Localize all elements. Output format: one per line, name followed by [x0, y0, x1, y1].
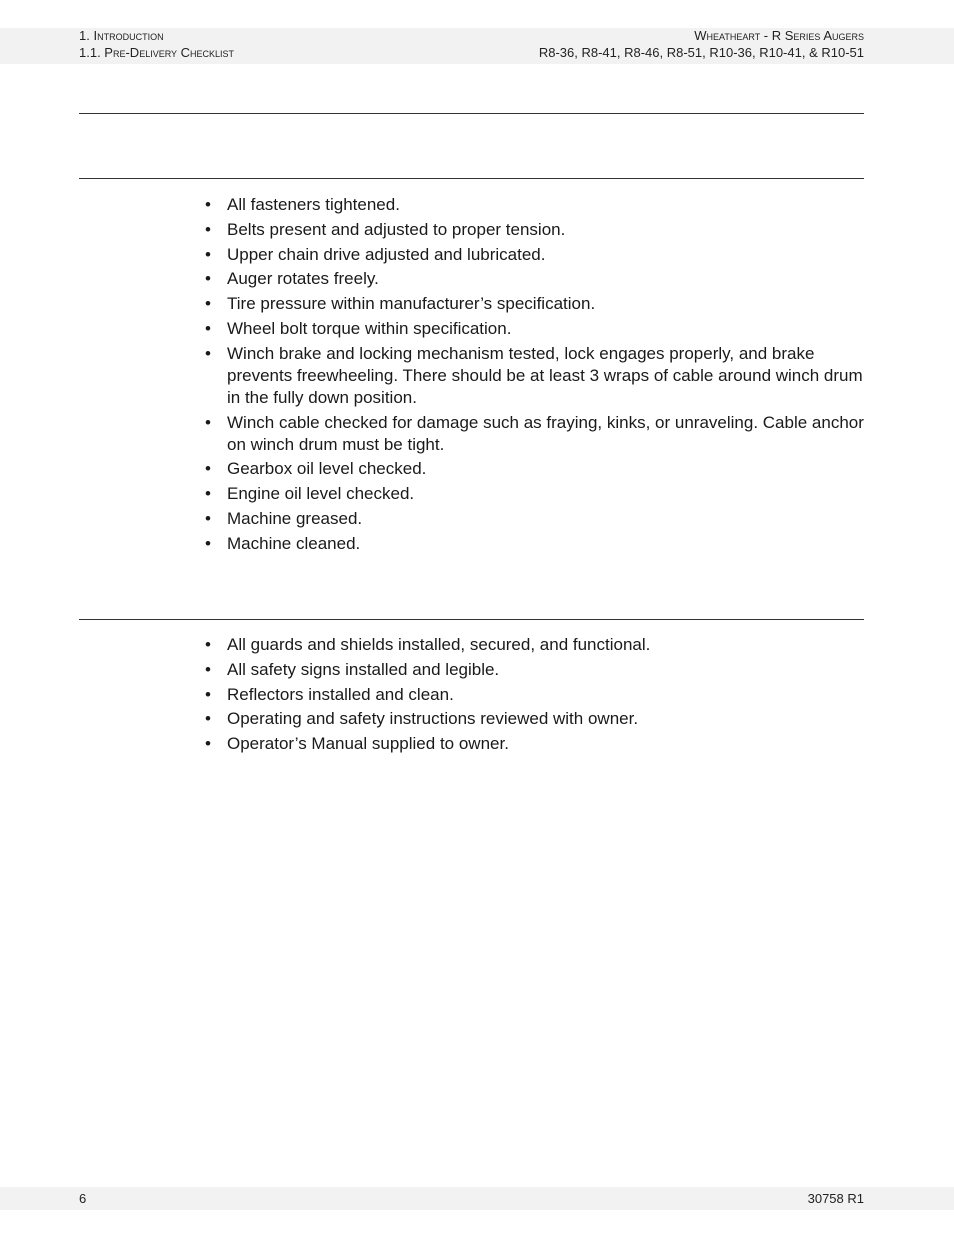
bullet-icon: • [205, 318, 211, 338]
checklist-item-text: All guards and shields installed, secured, and functional. [227, 635, 651, 654]
checklist-item [204, 219, 864, 241]
checklist-item [204, 268, 864, 290]
checklist-item-text: Winch brake and locking mechanism tested, lock engages properly, and brake prevents freewheeling. There should be at least 3 wraps of cable around winch drum in the fully down position. [227, 343, 863, 407]
bullet-icon: • [205, 459, 211, 479]
checklist-item [204, 659, 864, 681]
divider-rule [79, 178, 864, 179]
bullet-icon: • [205, 734, 211, 754]
bullet-icon: • [205, 635, 211, 654]
checklist-item [204, 244, 864, 266]
bullet-icon: • [205, 244, 211, 264]
checklist-item [204, 458, 864, 480]
checklist-mechanical [204, 194, 864, 558]
checklist-item [204, 508, 864, 530]
checklist-item [204, 343, 864, 409]
bullet-icon: • [205, 294, 211, 314]
checklist-item-text: Belts present and adjusted to proper tension. [227, 219, 566, 239]
bullet-icon: • [205, 508, 211, 528]
bullet-icon: • [205, 533, 211, 553]
divider-rule [79, 113, 864, 114]
checklist-item [204, 293, 864, 315]
checklist-item-text: Operator’s Manual supplied to owner. [227, 734, 509, 754]
checklist-item [204, 194, 864, 216]
chapter-heading: 1. Introduction [79, 28, 164, 43]
checklist-item [204, 684, 864, 706]
bullet-icon: • [205, 659, 211, 679]
document-number: 30758 R1 [807, 1191, 864, 1206]
model-list: R8-36, R8-41, R8-46, R8-51, R10-36, R10-41, & R10-51 [538, 45, 864, 60]
checklist-item-text: Machine cleaned. [227, 533, 361, 553]
chapter-title: Introduction [93, 28, 164, 43]
bullet-icon: • [205, 709, 211, 729]
bullet-icon: • [205, 219, 211, 239]
checklist-item [204, 733, 864, 755]
section-title: Pre-Delivery Checklist [104, 45, 235, 60]
checklist-item-text: Tire pressure within manufacturer’s specification. [227, 294, 596, 314]
checklist-item [204, 412, 864, 456]
bullet-icon: • [205, 343, 211, 363]
checklist-item [204, 634, 864, 656]
checklist-safety [204, 634, 864, 758]
checklist-item-text: Winch cable checked for damage such as fraying, kinks, or unraveling. Cable anchor on winch drum must be tight. [227, 412, 864, 454]
checklist-item-text: Reflectors installed and clean. [227, 684, 454, 704]
checklist-item-text: All fasteners tightened. [227, 195, 400, 214]
checklist-item-text: Wheel bolt torque within specification. [227, 318, 512, 338]
checklist-item-text: Engine oil level checked. [227, 484, 415, 504]
checklist-item [204, 533, 864, 555]
bullet-icon: • [205, 195, 211, 214]
checklist-item-text: Gearbox oil level checked. [227, 459, 427, 479]
page-number: 6 [79, 1191, 87, 1206]
checklist-item [204, 318, 864, 340]
checklist-item-text: Upper chain drive adjusted and lubricated. [227, 244, 546, 264]
checklist-item-text: Operating and safety instructions reviewed with owner. [227, 709, 639, 729]
divider-rule [79, 619, 864, 620]
bullet-icon: • [205, 269, 211, 289]
checklist-item-text: Machine greased. [227, 508, 363, 528]
section-heading: 1.1. Pre-Delivery Checklist [79, 45, 235, 60]
checklist-item [204, 483, 864, 505]
checklist-item [204, 708, 864, 730]
product-title: Wheatheart - R Series Augers [694, 28, 864, 43]
checklist-item-text: All safety signs installed and legible. [227, 659, 500, 679]
bullet-icon: • [205, 484, 211, 504]
bullet-icon: • [205, 412, 211, 432]
bullet-icon: • [205, 684, 211, 704]
checklist-item-text: Auger rotates freely. [227, 269, 379, 289]
